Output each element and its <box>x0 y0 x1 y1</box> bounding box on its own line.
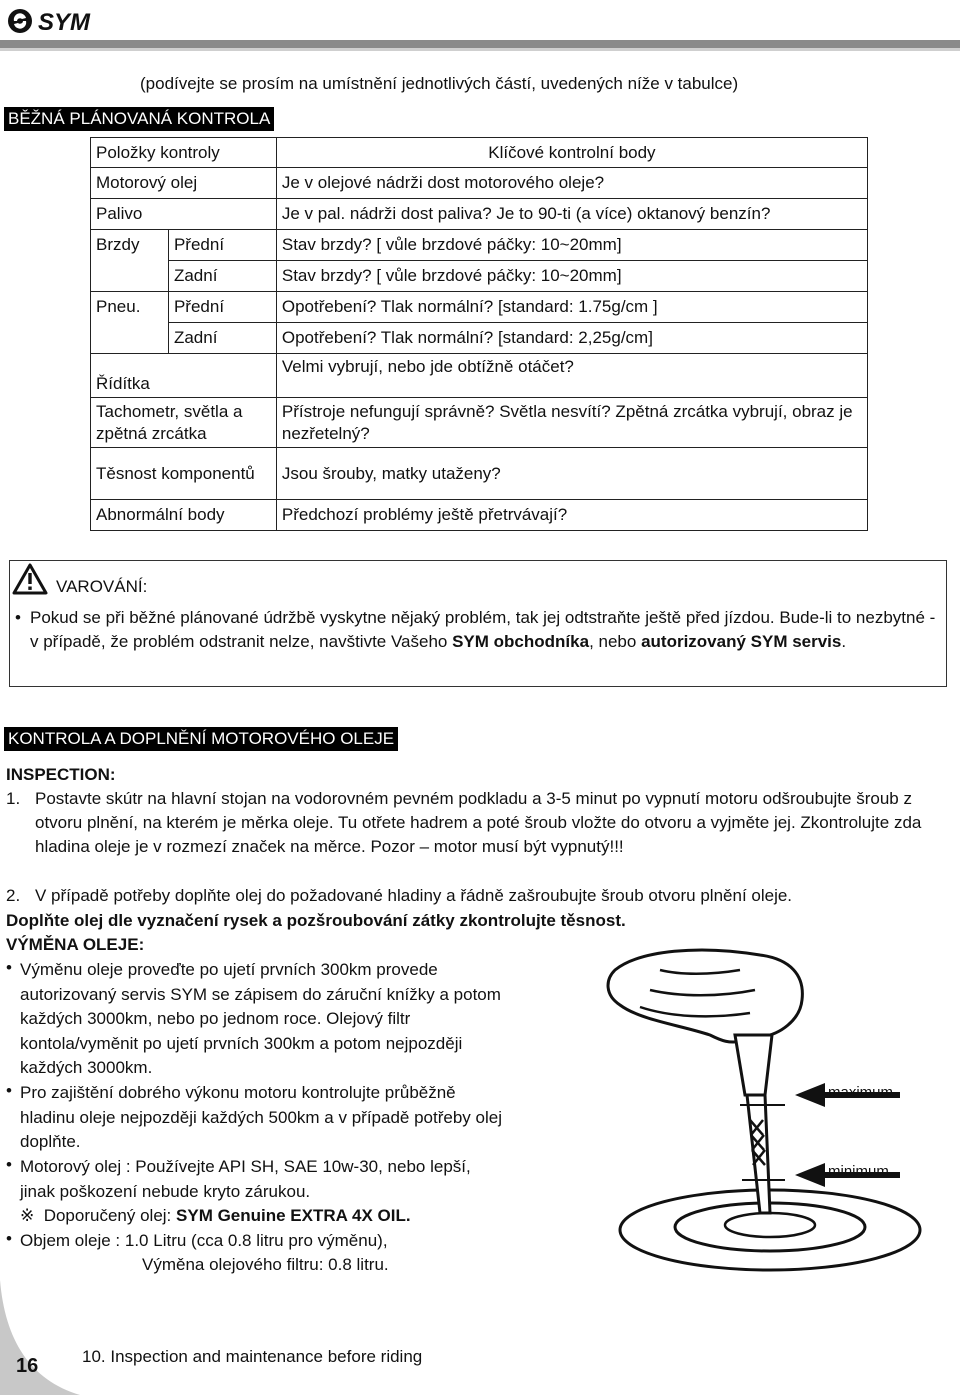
col-points-header: Klíčové kontrolní body <box>276 138 867 168</box>
item-brake-front: Přední <box>168 230 276 261</box>
table-row <box>91 448 868 500</box>
item-gauges: Tachometr, světla a zpětná zrcátka <box>91 398 277 448</box>
page-number: 16 <box>16 1355 39 1377</box>
table-header-row <box>91 138 868 168</box>
item-fuel: Palivo <box>91 199 277 230</box>
item-steering: Řídítka <box>91 354 277 398</box>
point-tire-front: Opotřebení? Tlak normální? [standard: 1.75g/cm ] <box>276 292 867 323</box>
table-row <box>91 354 868 398</box>
item-tightness: Těsnost komponentů <box>91 448 277 500</box>
item-tires: Pneu. <box>91 292 169 323</box>
step-1-text: Postavte skútr na hlavní stojan na vodorovném pevném podkladu a 3-5 minut po vypnutí motoru odšroubujte šroub z otvoru plnění, na kterém je měrka oleje. Tu otřete hadrem a poté šroub vložte do otvoru a vyjměte jej. Zkontrolujte zda hladina oleje je v rozmezí značek na měrce. Pozor – motor musí být vypnutý!!! <box>35 789 922 856</box>
bullet-dot: • <box>6 1155 12 1174</box>
table-row <box>91 292 868 323</box>
point-steering: Velmi vybrují, nebo jde obtížně otáčet? <box>276 354 867 398</box>
footer-text: 10. Inspection and maintenance before riding <box>82 1347 423 1366</box>
item-oil: Motorový olej <box>91 168 277 199</box>
point-fuel: Je v pal. nádrži dost paliva? Je to 90-ti (a více) oktanový benzín? <box>276 199 867 230</box>
section-title-routine-check: BĚŽNÁ PLÁNOVANÁ KONTROLA <box>4 107 274 131</box>
point-tightness: Jsou šrouby, matky utaženy? <box>276 448 867 500</box>
filter-volume: Výměna olejového filtru: 0.8 litru. <box>142 1255 389 1274</box>
bullet-dot: • <box>6 958 12 977</box>
sym-logo <box>6 6 116 36</box>
point-abnormal: Předchozí problémy ještě přetrvávají? <box>276 500 867 531</box>
table-row <box>91 500 868 531</box>
bullet-oil-type: Motorový olej : Používejte API SH, SAE 10w-30, nebo lepší, jinak poškození nebude kryto zárukou. <box>20 1157 471 1201</box>
point-oil: Je v olejové nádrži dost motorového oleje? <box>276 168 867 199</box>
warning-triangle-icon <box>12 562 48 596</box>
table-row <box>91 261 868 292</box>
label-minimum: minimum <box>828 1163 889 1180</box>
table-row <box>91 398 868 448</box>
check-table <box>90 137 868 531</box>
header-bar <box>0 40 960 48</box>
item-brakes: Brzdy <box>91 230 169 261</box>
item-brake-rear: Zadní <box>168 261 276 292</box>
warning-bullet: • <box>15 608 21 627</box>
reference-mark-icon: ※ <box>20 1206 35 1225</box>
point-tire-rear: Opotřebení? Tlak normální? [standard: 2,25g/cm] <box>276 323 867 354</box>
item-tire-front: Přední <box>168 292 276 323</box>
oil-volume: Objem oleje : 1.0 Litru (cca 0.8 litru pro výměnu), <box>20 1231 388 1250</box>
bullet-dot: • <box>6 1081 12 1100</box>
point-brake-front: Stav brzdy? [ vůle brzdové páčky: 10~20mm] <box>276 230 867 261</box>
col-items-header: Položky kontroly <box>91 138 277 168</box>
bullet-oil-change: Výměnu oleje proveďte po ujetí prvních 300km provede autorizovaný servis SYM se zápisem do záruční knížky a potom každých 3000km, nebo po jednom roce. Olejový filtr kontola/vyměnit po ujetí prvních 300km a potom nejpozději každých 3000km. <box>20 960 501 1077</box>
step-1-number: 1. <box>6 789 21 808</box>
inspection-title: INSPECTION: <box>6 765 116 784</box>
table-row <box>91 199 868 230</box>
section-title-oil-check: KONTROLA A DOPLNĚNÍ MOTOROVÉHO OLEJE <box>4 727 398 751</box>
table-row <box>91 230 868 261</box>
intro-note: (podívejte se prosím na umístnění jednotlivých částí, uvedených níže v tabulce) <box>140 74 739 93</box>
bullet-oil-level: Pro zajištění dobrého výkonu motoru kontrolujte průběžně hladinu oleje nejpozději každých 500km a v případě potřeby olej doplňte. <box>20 1083 502 1151</box>
item-abnormal: Abnormální body <box>91 500 277 531</box>
step-2-number: 2. <box>6 886 21 905</box>
label-maximum: maximum <box>828 1084 894 1101</box>
dipstick-illustration <box>560 945 930 1275</box>
warning-title: VAROVÁNÍ: <box>56 577 148 596</box>
point-gauges: Přístroje nefungují správně? Světla nesvítí? Zpětná zrcátka vybrují, obraz je nezřetelný? <box>276 398 867 448</box>
logo-text: SYM <box>38 9 91 36</box>
step-2-text: V případě potřeby doplňte olej do požadované hladiny a řádně zašroubujte šroub otvoru plnění oleje. <box>35 886 793 905</box>
page-corner-decoration <box>0 1280 80 1395</box>
notice-text: Doplňte olej dle vyznačení rysek a pozšroubování zátky zkontrolujte těsnost. <box>6 911 626 930</box>
table-row <box>91 323 868 354</box>
header-bar-shade <box>0 48 960 51</box>
recommended-oil: ※ Doporučený olej: SYM Genuine EXTRA 4X OIL. <box>20 1206 411 1225</box>
warning-text: Pokud se při běžné plánované údržbě vyskytne nějaký problém, tak jej odtstraňte ještě před jízdou. Bude-li to nezbytné - v případě, že problém odstranit nelze, navštivte Vašeho SYM obchodníka, nebo autorizovaný SYM servis. <box>30 608 936 651</box>
point-brake-rear: Stav brzdy? [ vůle brzdové páčky: 10~20mm] <box>276 261 867 292</box>
oil-exchange-title: VÝMĚNA OLEJE: <box>6 935 145 954</box>
table-row <box>91 168 868 199</box>
bullet-dot: • <box>6 1229 12 1248</box>
item-tire-rear: Zadní <box>168 323 276 354</box>
